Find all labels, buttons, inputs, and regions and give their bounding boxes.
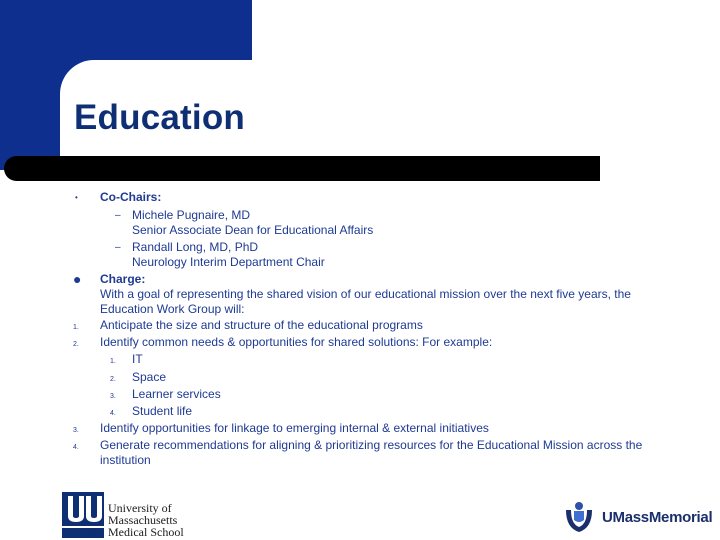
logo-line2: Massachusetts xyxy=(108,513,178,527)
chair2-role: Neurology Interim Department Chair xyxy=(132,255,325,269)
subitem-number: 3. xyxy=(110,393,116,400)
logo-line1: University of xyxy=(108,501,172,515)
umass-medical-school-logo xyxy=(62,492,192,538)
chair1-name: Michele Pugnaire, MD xyxy=(132,208,251,222)
chair1-role: Senior Associate Dean for Educational Affairs xyxy=(132,223,374,237)
charge-text-line1: With a goal of representing the shared vision of our educational mission over the next five years, the xyxy=(100,287,631,301)
item-text: Identify opportunities for linkage to emerging internal & external initiatives xyxy=(100,421,489,435)
item-number: 3. xyxy=(73,427,79,434)
subitem-number: 1. xyxy=(110,358,116,365)
item-number: 4. xyxy=(73,444,79,451)
charge-text-line2: Education Work Group will: xyxy=(100,302,245,316)
subitem-text: IT xyxy=(132,352,143,366)
dash-marker: – xyxy=(115,210,121,221)
item-text: Anticipate the size and structure of the educational programs xyxy=(100,318,423,332)
bullet-marker: • xyxy=(75,193,78,202)
slide-title: Education xyxy=(74,98,245,137)
dash-marker: – xyxy=(115,242,121,253)
umass-memorial-logo xyxy=(562,500,720,536)
item-text-line2: institution xyxy=(100,453,151,467)
bullet-marker: ● xyxy=(73,271,82,287)
title-divider-bar xyxy=(4,156,600,181)
item-text-line1: Generate recommendations for aligning & prioritizing resources for the Educational Mission across the xyxy=(100,438,643,452)
item-number: 2. xyxy=(73,341,79,348)
umass-memorial-wordmark: UMassMemorial xyxy=(602,509,713,526)
logo-umass-word: UMASS. xyxy=(62,528,101,539)
chair2-name: Randall Long, MD, PhD xyxy=(132,240,259,254)
umass-memorial-emblem-icon xyxy=(562,500,596,534)
item-text: Identify common needs & opportunities for shared solutions: For example: xyxy=(100,335,493,349)
subitem-text: Space xyxy=(132,370,167,384)
cochairs-label: Co-Chairs: xyxy=(100,190,162,204)
item-number: 1. xyxy=(73,324,79,331)
subitem-number: 2. xyxy=(110,376,116,383)
charge-label: Charge: xyxy=(100,272,146,286)
logo-line3: Medical School xyxy=(108,525,184,539)
subitem-text: Student life xyxy=(132,404,193,418)
subitem-number: 4. xyxy=(110,410,116,417)
subitem-text: Learner services xyxy=(132,387,221,401)
